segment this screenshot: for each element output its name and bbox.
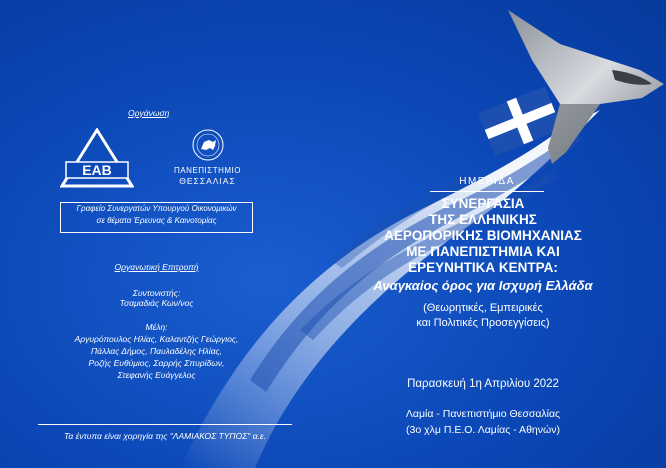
coordinator-label: Συντονιστής:	[132, 288, 181, 298]
title-subtitle: Αναγκαίος όρος για Ισχυρή Ελλάδα	[373, 278, 593, 293]
title-line: ΑΕΡΟΠΟΡΙΚΗΣ ΒΙΟΜΗΧΑΝΙΑΣ	[384, 228, 582, 243]
university-seal-icon	[191, 128, 225, 162]
approach-line1: (Θεωρητικές, Εμπειρικές	[423, 302, 543, 314]
title-line: ΣΥΝΕΡΓΑΣΙΑ	[441, 196, 525, 211]
approach-line2: και Πολιτικές Προσεγγίσεις)	[416, 317, 550, 329]
university-name-line1: ΠΑΝΕΠΙΣΤΗΜΙΟ	[174, 166, 241, 175]
footer-sponsor-note: Τα έντυπα είναι χορηγία της "ΛΑΜΙΑΚΟΣ ΤΥΠΟΣ" α.ε.	[64, 431, 266, 441]
venue-line2: (3ο χλμ Π.Ε.Ο. Λαμίας - Αθηνών)	[406, 424, 560, 436]
footer-divider	[38, 424, 292, 425]
eav-logo	[60, 128, 134, 188]
office-line2: σε θέματα Έρευνας & Καινοτομίας	[96, 216, 217, 225]
coordinator-name: Τσαμαδιάς Κων/νος	[119, 298, 194, 308]
member-line: Αργυρόπουλος Ηλίας, Καλαντζής Γεώργιος,	[74, 334, 239, 344]
venue-line1: Λαμία - Πανεπιστήμιο Θεσσαλίας	[405, 408, 561, 420]
university-name-line2: ΘΕΣΣΑΛΙΑΣ	[179, 176, 236, 186]
organization-heading: Οργάνωση	[128, 108, 170, 118]
title-line: ΜΕ ΠΑΝΕΠΙΣΤΗΜΙΑ ΚΑΙ	[406, 244, 560, 259]
committee-heading: Οργανωτική Επιτροπή	[114, 262, 199, 272]
member-line: Πάλλας Δήμος, Παυλαδέλης Ηλίας,	[91, 346, 222, 356]
office-line1: Γραφείο Συνεργατών Υπουργού Οικονομικών	[76, 204, 237, 213]
event-type-underline	[430, 191, 544, 192]
member-line: Στεφανής Ευάγγελος	[117, 370, 196, 380]
eav-logo-text: ΕΑΒ	[82, 162, 112, 178]
members-label: Μέλη:	[145, 322, 168, 332]
title-line: ΤΗΣ ΕΛΛΗΝΙΚΗΣ	[429, 212, 537, 227]
event-date: Παρασκευή 1η Απριλίου 2022	[407, 378, 559, 390]
member-line: Ροζής Ευθύμιος, Σαρρής Σπυρίδων,	[88, 358, 225, 368]
title-line: ΕΡΕΥΝΗΤΙΚΑ ΚΕΝΤΡΑ:	[408, 260, 558, 275]
event-type: ΗΜΕΡΙΔΑ	[459, 176, 515, 187]
